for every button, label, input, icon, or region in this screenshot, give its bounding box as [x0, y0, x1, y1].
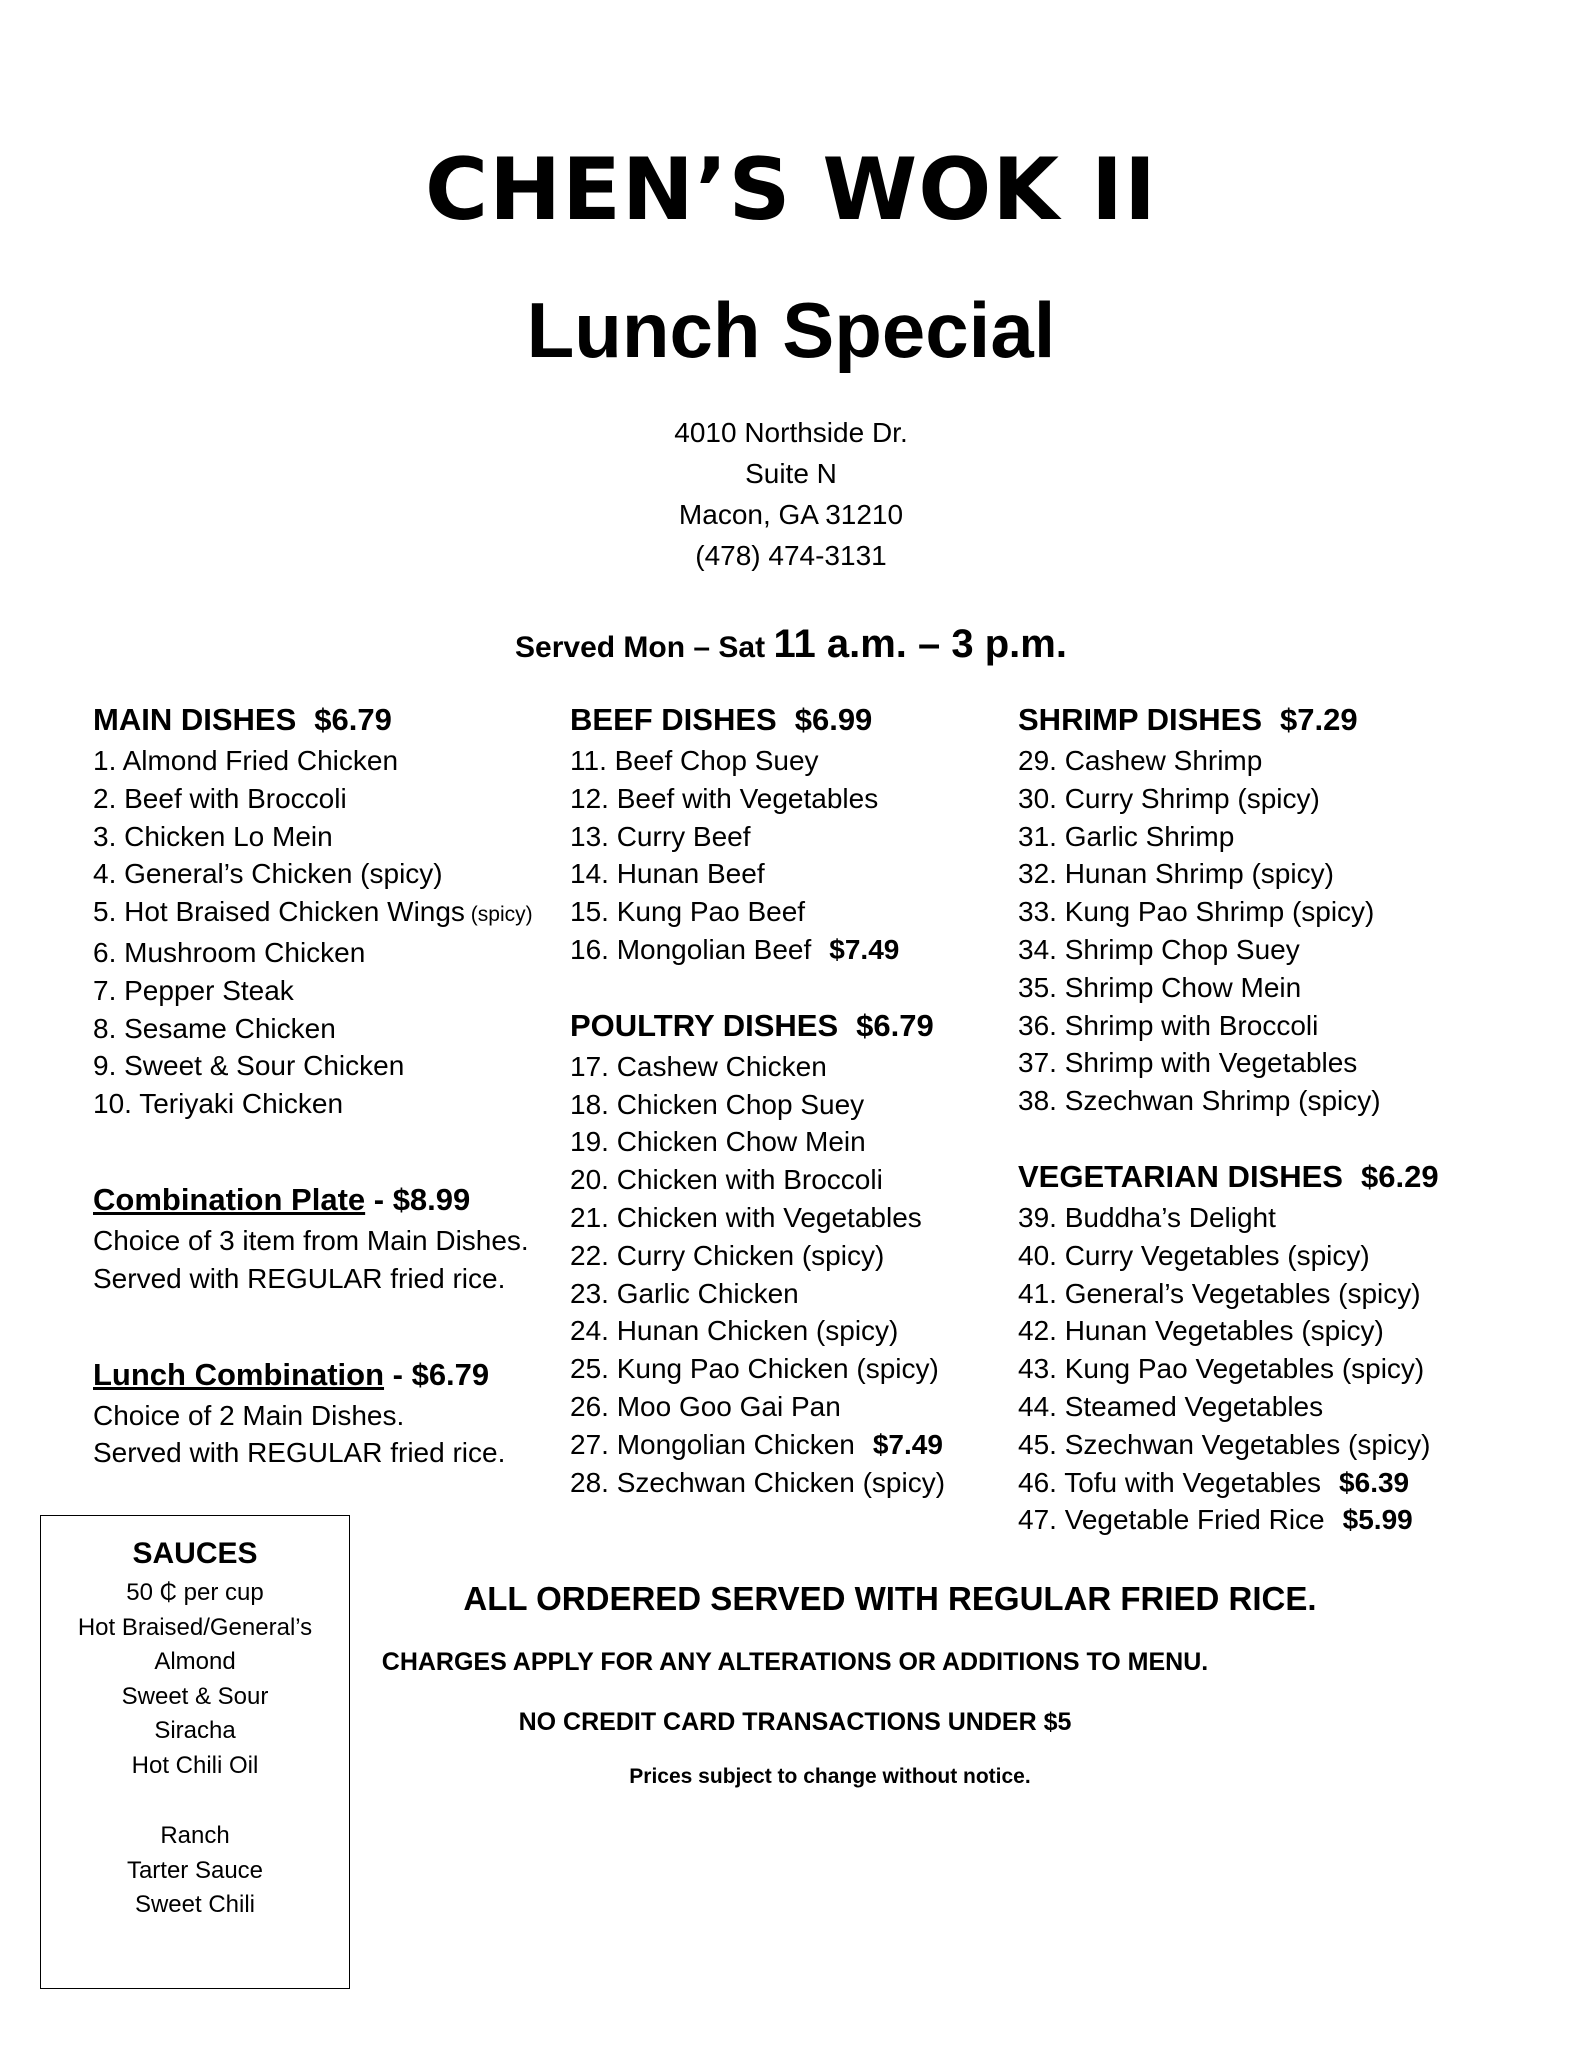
menu-item-name: 20. Chicken with Broccoli: [570, 1164, 883, 1196]
section-title: SHRIMP DISHES: [1018, 702, 1263, 737]
menu-item-name: 11. Beef Chop Suey: [570, 745, 819, 776]
menu-item-name: 31. Garlic Shrimp: [1018, 820, 1235, 852]
menu-item: [570, 1312, 1000, 1350]
price-disclaimer: Prices subject to change without notice.: [629, 1765, 1031, 1788]
menu-item-name: 30. Curry Shrimp (spicy): [1018, 782, 1320, 814]
combination-plate-heading: [93, 1178, 563, 1222]
menu-item-name: 4. General’s Chicken (spicy): [93, 858, 443, 890]
combo-description: Choice of 2 Main Dishes.: [93, 1399, 405, 1431]
section-price: $6.29: [1360, 1158, 1439, 1194]
menu-item-name: 8. Sesame Chicken: [93, 1012, 336, 1044]
menu-item: [93, 1010, 563, 1048]
menu-item-name: 16. Mongolian Beef: [570, 933, 812, 965]
menu-item-name: 26. Moo Goo Gai Pan: [570, 1390, 841, 1422]
menu-item: [93, 1085, 563, 1123]
menu-item-name: 46. Tofu with Vegetables: [1018, 1466, 1322, 1498]
section-title: VEGETARIAN DISHES: [1018, 1158, 1343, 1194]
menu-item: [1018, 818, 1488, 856]
sauces-box: [40, 1515, 350, 1989]
menu-item-name: 9. Sweet & Sour Chicken: [93, 1050, 405, 1082]
sauce-line: Tarter Sauce: [126, 1856, 264, 1884]
menu-item-name: 22. Curry Chicken (spicy): [570, 1239, 885, 1271]
menu-item: [570, 818, 1000, 856]
menu-item-name: 14. Hunan Beef: [570, 858, 765, 890]
menu-item: [1018, 1275, 1488, 1313]
menu-item-name: 47. Vegetable Fried Rice: [1018, 1504, 1325, 1536]
menu-item-name: 36. Shrimp with Broccoli: [1018, 1009, 1319, 1041]
menu-item: [1018, 969, 1488, 1007]
poultry-dishes-list: [570, 1048, 1000, 1502]
section-price: $6.99: [794, 702, 873, 737]
combo-description: Served with REGULAR fried rice.: [93, 1262, 506, 1294]
menu-item-name: 34. Shrimp Chop Suey: [1018, 933, 1300, 965]
section-title: POULTRY DISHES: [570, 1007, 839, 1043]
column-shrimp-vegetarian: [1018, 698, 1488, 1539]
menu-item: [93, 972, 563, 1010]
sauce-line: Hot Braised/General’s: [77, 1613, 313, 1641]
menu-item-name: 12. Beef with Vegetables: [570, 782, 879, 814]
address-street: 4010 Northside Dr.: [674, 417, 908, 448]
menu-item: [570, 1426, 1000, 1464]
main-dishes-list: [93, 742, 563, 1123]
vegetarian-dishes-list: [1018, 1199, 1488, 1539]
menu-item-name: 19. Chicken Chow Mein: [570, 1126, 866, 1158]
address-block: [0, 412, 1582, 576]
menu-item: [93, 855, 563, 893]
menu-item: [570, 855, 1000, 893]
address-city: Macon, GA 31210: [678, 499, 904, 530]
menu-item-name: 25. Kung Pao Chicken (spicy): [570, 1353, 939, 1385]
section-heading-poultry: [570, 1004, 1000, 1048]
menu-item-name: 28. Szechwan Chicken (spicy): [570, 1466, 946, 1498]
menu-item: [570, 1086, 1000, 1124]
menu-item: [1018, 893, 1488, 931]
sauce-line: Sweet & Sour: [121, 1682, 269, 1710]
sauce-line: Almond: [154, 1648, 236, 1675]
menu-item: [1018, 742, 1488, 780]
serving-hours: [0, 622, 1582, 667]
sauce-line: Sweet Chili: [134, 1891, 256, 1918]
menu-item-name: 29. Cashew Shrimp: [1018, 745, 1263, 776]
menu-item: [570, 1350, 1000, 1388]
combo-price: - $8.99: [365, 1181, 471, 1217]
section-price: $6.79: [314, 702, 392, 737]
sauce-line: Hot Chili Oil: [131, 1751, 259, 1779]
menu-item-name: 21. Chicken with Vegetables: [570, 1201, 922, 1233]
menu-item: [570, 893, 1000, 931]
menu-item-name: 2. Beef with Broccoli: [93, 782, 347, 814]
combo-title: Combination Plate: [93, 1181, 366, 1217]
section-heading-shrimp: [1018, 698, 1488, 742]
menu-item-name: 5. Hot Braised Chicken Wings: [93, 896, 465, 928]
menu-item-name: 32. Hunan Shrimp (spicy): [1018, 858, 1334, 890]
menu-item: [1018, 1237, 1488, 1275]
fried-rice-note: ALL ORDERED SERVED WITH REGULAR FRIED RICE.: [463, 1580, 1317, 1617]
menu-item: [1018, 1464, 1488, 1502]
sauces-list-b: [41, 1819, 349, 1923]
menu-item: [1018, 1044, 1488, 1082]
menu-item: [1018, 1426, 1488, 1464]
menu-item-name: 7. Pepper Steak: [93, 974, 294, 1006]
restaurant-name: CHEN’S WOK II: [425, 140, 1157, 240]
menu-item-price: $7.49: [872, 1428, 943, 1460]
menu-item-name: 1. Almond Fried Chicken: [93, 745, 399, 776]
menu-item: [93, 818, 563, 856]
menu-item-name: 15. Kung Pao Beef: [570, 896, 806, 928]
menu-item-name: 3. Chicken Lo Mein: [93, 820, 333, 852]
menu-item-name: 44. Steamed Vegetables: [1018, 1390, 1324, 1422]
combo-description: Choice of 3 item from Main Dishes.: [93, 1224, 529, 1256]
section-heading-main: [93, 698, 563, 742]
menu-item: [570, 1275, 1000, 1313]
charges-note: CHARGES APPLY FOR ANY ALTERATIONS OR ADDITIONS TO MENU.: [381, 1648, 1209, 1676]
menu-item-name: 24. Hunan Chicken (spicy): [570, 1315, 899, 1347]
shrimp-dishes-list: [1018, 742, 1488, 1120]
menu-item: [570, 1161, 1000, 1199]
combo-title: Lunch Combination: [93, 1356, 385, 1392]
menu-item: [570, 1464, 1000, 1502]
beef-dishes-list: [570, 742, 1000, 969]
menu-item: [1018, 1312, 1488, 1350]
menu-item: [570, 1388, 1000, 1426]
menu-item-price: $7.49: [829, 933, 900, 965]
column-beef-poultry: [570, 698, 1000, 1501]
sauce-line: Ranch: [160, 1822, 230, 1849]
menu-item-name: 13. Curry Beef: [570, 820, 751, 852]
menu-item-name: 27. Mongolian Chicken: [570, 1428, 855, 1460]
menu-item: [570, 1048, 1000, 1086]
section-price: $7.29: [1280, 702, 1358, 737]
menu-item-price: $6.39: [1339, 1466, 1410, 1498]
menu-item: [1018, 1082, 1488, 1120]
sauces-list-a: [41, 1576, 349, 1783]
menu-item: [1018, 931, 1488, 969]
menu-item-name: 17. Cashew Chicken: [570, 1050, 827, 1082]
menu-item-name: 40. Curry Vegetables (spicy): [1018, 1239, 1370, 1271]
menu-item-name: 37. Shrimp with Vegetables: [1018, 1047, 1358, 1079]
menu-title: Lunch Special: [526, 286, 1056, 374]
address-suite: Suite N: [745, 458, 837, 489]
menu-item: [1018, 1501, 1488, 1539]
menu-item-name: 35. Shrimp Chow Mein: [1018, 971, 1302, 1003]
section-heading-beef: [570, 698, 1000, 742]
menu-item: [93, 893, 563, 934]
menu-item-name: 10. Teriyaki Chicken: [93, 1088, 344, 1120]
menu-item: [570, 1123, 1000, 1161]
credit-card-note: NO CREDIT CARD TRANSACTIONS UNDER $5: [518, 1708, 1072, 1736]
menu-item: [1018, 780, 1488, 818]
menu-item-price: $5.99: [1342, 1504, 1413, 1536]
menu-item: [93, 742, 563, 780]
menu-item: [570, 742, 1000, 780]
phone-number: (478) 474-3131: [695, 540, 887, 571]
menu-item: [570, 931, 1000, 969]
menu-item: [1018, 1199, 1488, 1237]
menu-item-name: 43. Kung Pao Vegetables (spicy): [1018, 1353, 1425, 1385]
section-price: $6.79: [856, 1007, 934, 1043]
menu-item-name: 18. Chicken Chop Suey: [570, 1088, 865, 1120]
combo-description: Served with REGULAR fried rice.: [93, 1437, 506, 1469]
menu-item-name: 38. Szechwan Shrimp (spicy): [1018, 1085, 1381, 1117]
menu-item: [570, 1199, 1000, 1237]
combo-price: - $6.79: [384, 1356, 490, 1392]
section-heading-vegetarian: [1018, 1155, 1488, 1199]
column-main-dishes: [93, 698, 563, 1472]
menu-item-name: 23. Garlic Chicken: [570, 1277, 799, 1309]
menu-item: [1018, 1007, 1488, 1045]
menu-item: [93, 934, 563, 972]
menu-item-name: 39. Buddha’s Delight: [1018, 1201, 1276, 1233]
menu-item: [1018, 855, 1488, 893]
menu-item-name: 33. Kung Pao Shrimp (spicy): [1018, 896, 1375, 928]
menu-item-name: 42. Hunan Vegetables (spicy): [1018, 1315, 1384, 1347]
section-title: BEEF DISHES: [570, 702, 777, 737]
menu-item: [1018, 1388, 1488, 1426]
sauces-title: SAUCES: [132, 1537, 258, 1570]
lunch-combination-heading: [93, 1353, 563, 1397]
menu-item: [570, 780, 1000, 818]
sauce-line: 50 ₵ per cup: [126, 1579, 264, 1606]
sauce-line: Siracha: [154, 1717, 236, 1744]
menu-item: [570, 1237, 1000, 1275]
menu-item-name: 6. Mushroom Chicken: [93, 936, 366, 968]
menu-item: [1018, 1350, 1488, 1388]
menu-item: [93, 780, 563, 818]
hours-prefix: Served Mon – Sat: [515, 631, 774, 664]
spicy-note: (spicy): [464, 903, 533, 927]
menu-item: [93, 1047, 563, 1085]
menu-item-name: 41. General’s Vegetables (spicy): [1018, 1277, 1421, 1309]
hours-time: 11 a.m. – 3 p.m.: [773, 622, 1067, 666]
menu-item-name: 45. Szechwan Vegetables (spicy): [1018, 1428, 1431, 1460]
section-title: MAIN DISHES: [93, 702, 297, 737]
